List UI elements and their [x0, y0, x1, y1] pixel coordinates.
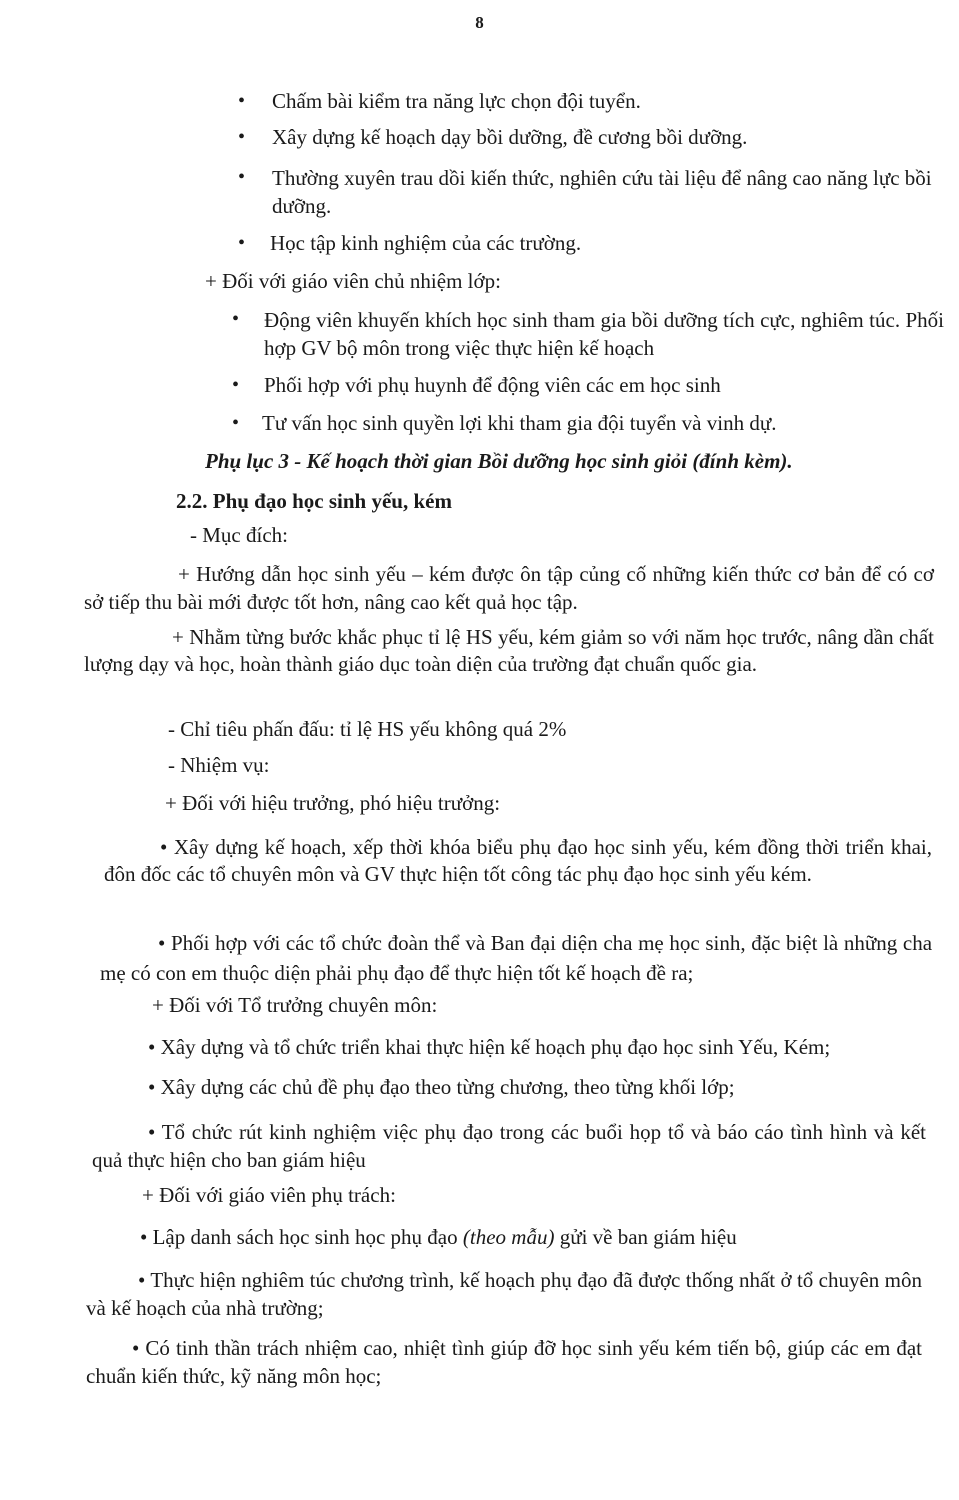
principal-bullet-1 [104, 834, 932, 888]
list-item-text: Lập danh sách học sinh học phụ đạo [152, 1225, 458, 1249]
purpose-paragraph-2: + Nhằm từng bước khắc phục tỉ lệ HS yếu, kém giảm so với năm học trước, nâng dần chất lượng dạy và học, hoàn thành giáo dục toàn diện của trường đạt chuẩn quốc gia. [84, 625, 934, 676]
homeroom-heading: + Đối với giáo viên chủ nhiệm lớp: [205, 269, 501, 293]
list-item-text: Chấm bài kiểm tra năng lực chọn đội tuyển. [272, 89, 641, 113]
list-item-italic-text: (theo mẫu) [462, 1225, 555, 1249]
list-item-text: Học tập kinh nghiệm của các trường. [270, 231, 582, 255]
purpose-paragraph-1: + Hướng dẫn học sinh yếu – kém được ôn tập củng cố những kiến thức cơ bản để có cơ sở tiếp thu bài mới được tốt hơn, nâng cao kết quả học tập. [84, 562, 934, 614]
list-item [232, 306, 944, 362]
bullet-icon: • [148, 1075, 156, 1099]
list-item [238, 124, 938, 150]
list-item [238, 230, 938, 256]
bullet-icon: • [238, 232, 246, 254]
list-item-text: Phối hợp với các tổ chức đoàn thể và Ban đại diện cha mẹ học sinh, đặc biệt là những cha mẹ có con em thuộc diện phải phụ đạo để thực hiện tốt kế hoạch đề ra; [100, 931, 933, 985]
appendix-label: Phụ lục 3 - [205, 449, 302, 473]
bullet-icon: • [232, 412, 240, 434]
tasks-label: - Nhiệm vụ: [168, 753, 270, 777]
list-item-text: Xây dựng các chủ đề phụ đạo theo từng chương, theo từng khối lớp; [160, 1075, 735, 1099]
teacher-heading: + Đối với giáo viên phụ trách: [142, 1183, 396, 1207]
principal-heading: + Đối với hiệu trưởng, phó hiệu trưởng: [165, 791, 501, 815]
appendix-reference [205, 448, 793, 474]
list-item [232, 372, 944, 398]
teacher-bullet-3 [86, 1334, 922, 1390]
appendix-text: Kế hoạch thời gian Bồi dưỡng học sinh giỏi [306, 449, 688, 473]
bullet-icon: • [148, 1120, 156, 1144]
bullet-icon: • [148, 1035, 156, 1059]
list-item-text: gửi về ban giám hiệu [559, 1225, 737, 1249]
list-item-text: Động viên khuyến khích học sinh tham gia bồi dưỡng tích cực, nghiêm túc. Phối hợp GV bộ môn trong việc thực hiện kế hoạch [264, 308, 944, 360]
list-item-text: Có tinh thần trách nhiệm cao, nhiệt tình giúp đỡ học sinh yếu kém tiến bộ, giúp các em đạt chuẩn kiến thức, kỹ năng môn học; [86, 1336, 923, 1388]
section-title: 2.2. Phụ đạo học sinh yếu, kém [176, 489, 452, 513]
bullet-icon: • [238, 126, 246, 148]
teacher-bullet-1 [140, 1224, 737, 1250]
appendix-note: (đính kèm). [692, 449, 793, 473]
head-bullet-3 [92, 1118, 926, 1174]
list-item-text: Xây dựng kế hoạch dạy bồi dưỡng, đề cương bồi dưỡng. [272, 125, 748, 149]
list-item-text: Xây dựng kế hoạch, xếp thời khóa biểu phụ đạo học sinh yếu, kém đồng thời triển khai, đôn đốc các tổ chuyên môn và GV thực hiện tốt công tác phụ đạo học sinh yếu kém. [104, 835, 932, 886]
list-item [238, 164, 938, 220]
bullet-icon: • [238, 166, 246, 188]
head-bullet-1 [148, 1034, 830, 1060]
list-item [238, 88, 938, 114]
list-item [232, 410, 944, 436]
page-number: 8 [475, 13, 484, 32]
head-heading: + Đối với Tổ trưởng chuyên môn: [152, 993, 438, 1017]
list-item-text: Xây dựng và tổ chức triển khai thực hiện kế hoạch phụ đạo học sinh Yếu, Kém; [160, 1035, 831, 1059]
list-item-text: Tổ chức rút kinh nghiệm việc phụ đạo trong các buổi họp tổ và báo cáo tình hình và kết quả thực hiện cho ban giám hiệu [92, 1120, 927, 1172]
bullet-icon: • [160, 835, 168, 859]
bullet-icon: • [140, 1225, 148, 1249]
bullet-icon: • [132, 1336, 140, 1360]
head-bullet-2 [148, 1074, 735, 1100]
purpose-label: - Mục đích: [190, 523, 288, 547]
teacher-bullet-2 [86, 1266, 922, 1322]
target-text: - Chỉ tiêu phấn đấu: tỉ lệ HS yếu không quá 2% [168, 717, 567, 741]
bullet-icon: • [238, 90, 246, 112]
list-item-text: Thực hiện nghiêm túc chương trình, kế hoạch phụ đạo đã được thống nhất ở tổ chuyên môn và kế hoạch của nhà trường; [86, 1268, 922, 1320]
list-item-text: Phối hợp với phụ huynh để động viên các em học sinh [264, 373, 721, 397]
list-item-text: Thường xuyên trau dồi kiến thức, nghiên cứu tài liệu để nâng cao năng lực bồi dưỡng. [272, 166, 932, 218]
bullet-icon: • [232, 374, 240, 396]
bullet-icon: • [158, 931, 166, 955]
bullet-icon: • [232, 308, 240, 330]
bullet-icon: • [138, 1268, 146, 1292]
principal-bullet-2 [100, 928, 932, 988]
list-item-text: Tư vấn học sinh quyền lợi khi tham gia đội tuyển và vinh dự. [262, 411, 777, 435]
